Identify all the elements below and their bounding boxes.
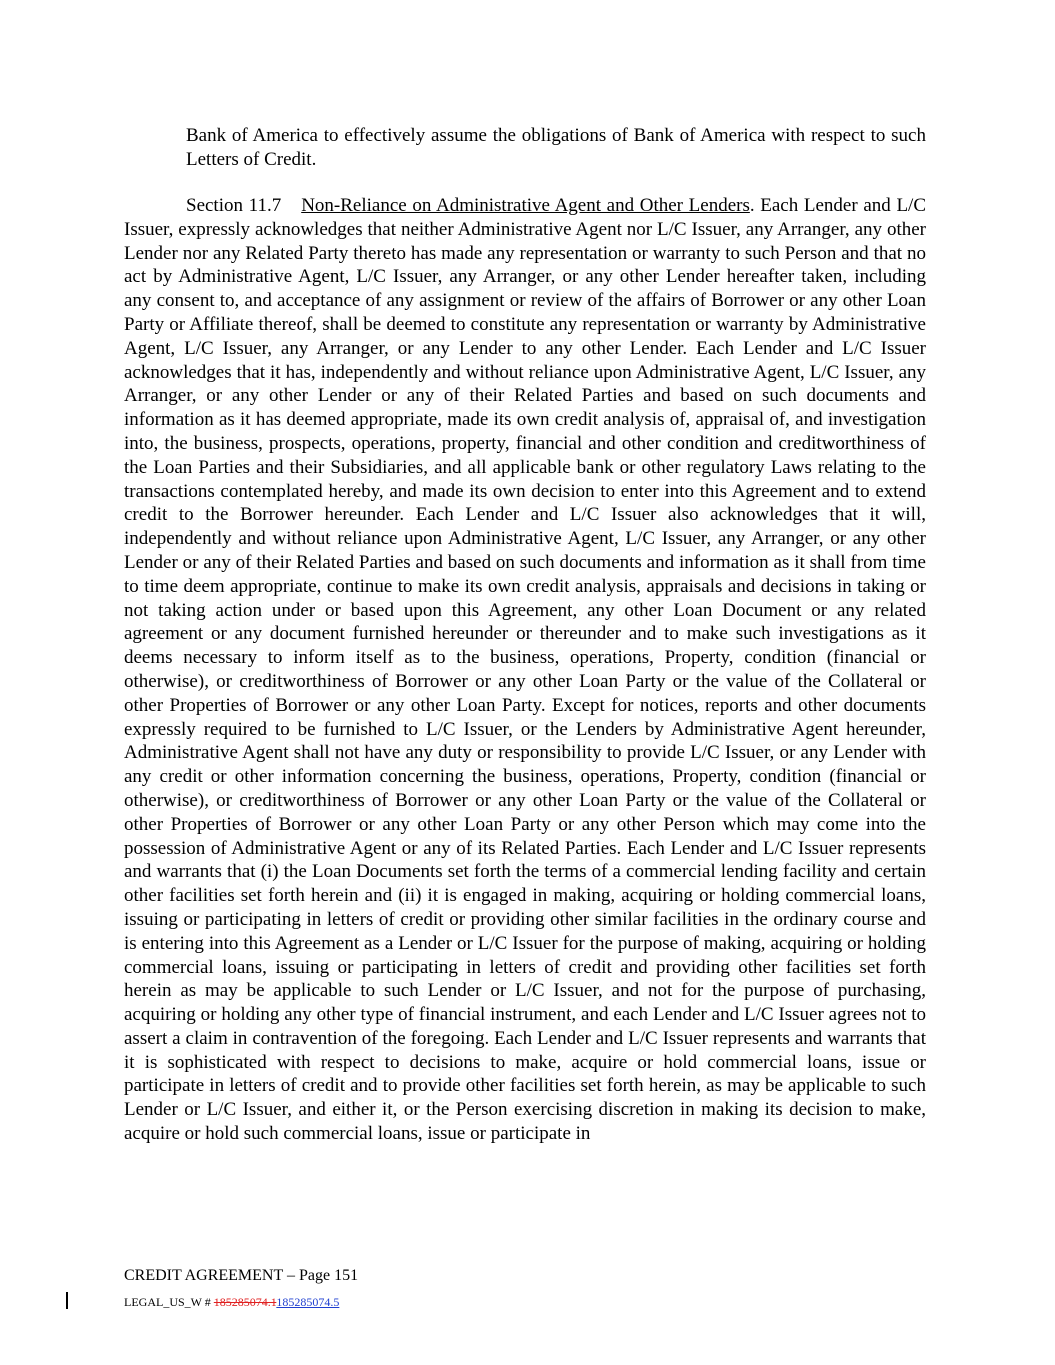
- footer-document-id: [124, 1294, 339, 1310]
- doc-id-prefix: LEGAL_US_W #: [124, 1295, 214, 1309]
- section-number: Section 11.7: [186, 195, 282, 216]
- footer-page-label: CREDIT AGREEMENT – Page 151: [124, 1267, 359, 1284]
- section-11-7-paragraph: [124, 194, 926, 1146]
- doc-id-inserted-revision: 185285074.5: [276, 1295, 340, 1309]
- section-title: Non-Reliance on Administrative Agent and Other Lenders: [301, 195, 750, 216]
- doc-id-deleted-revision: 185285074.1: [213, 1295, 277, 1309]
- continuation-paragraph: Bank of America to effectively assume the obligations of Bank of America with respect to such Letters of Credit.: [186, 125, 926, 170]
- section-body-text: . Each Lender and L/C Issuer, expressly acknowledges that neither Administrative Agent nor L/C Issuer, any Arranger, any other Lender nor any Related Party thereto has made any representation or warranty to such Person and that no act by Administrative Agent, L/C Issuer, any Arranger, or any other Lender hereafter taken, including any consent to, and acceptance of any assignment or review of the affairs of Borrower or any other Loan Party or Affiliate thereof, shall be deemed to constitute any representation or warranty by Administrative Agent, L/C Issuer, any Arranger, or any Lender to any other Lender. Each Lender and L/C Issuer acknowledges that it has, independently and without reliance upon Administrative Agent, L/C Issuer, any Arranger, or any other Lender or any of their Related Parties and based on such documents and information as it has deemed appropriate, made its own credit analysis of, appraisal of, and investigation into, the business, prospects, operations, property, financial and other condition and creditworthiness of the Loan Parties and their Subsidiaries, and all applicable bank or other regulatory Laws relating to the transactions contemplated hereby, and made its own decision to enter into this Agreement and to extend credit to the Borrower hereunder. Each Lender and L/C Issuer also acknowledges that it will, independently and without reliance upon Administrative Agent, L/C Issuer, any Arranger, or any other Lender or any of their Related Parties and based on such documents and information as it shall from time to time deem appropriate, continue to make its own credit analysis, appraisals and decisions in taking or not taking action under or based upon this Agreement, any other Loan Document or any related agreement or any document furnished hereunder or thereunder and to make such investigations as it deems necessary to inform itself as to the business, operations, Property, condition (financial or otherwise), or creditworthiness of Borrower or any other Loan Party or the value of the Collateral or other Properties of Borrower or any other Loan Party. Except for notices, reports and other documents expressly required to be furnished to L/C Issuer, or the Lenders by Administrative Agent hereunder, Administrative Agent shall not have any duty or responsibility to provide L/C Issuer, or any Lender with any credit or other information concerning the business, operations, Property, condition (financial or otherwise), or creditworthiness of Borrower or any other Loan Party or the value of the Collateral or other Properties of Borrower or any other Loan Party or any other Person which may come into the possession of Administrative Agent or any of its Related Parties. Each Lender and L/C Issuer represents and warrants that (i) the Loan Documents set forth the terms of a commercial lending facility and certain other facilities set forth herein and (ii) it is engaged in making, acquiring or holding commercial loans, issuing or participating in letters of credit or providing other similar facilities in the ordinary course and is entering into this Agreement as a Lender or L/C Issuer for the purpose of making, acquiring or holding commercial loans, issuing or participating in letters of credit and providing other facilities set forth herein as may be applicable to such Lender or L/C Issuer, and not for the purpose of purchasing, acquiring or holding any other type of financial instrument, and each Lender and L/C Issuer agrees not to assert a claim in contravention of the foregoing. Each Lender and L/C Issuer represents and warrants that it is sophisticated with respect to decisions to make, acquire or hold commercial loans, issue or participate in letters of credit and to provide other facilities set forth herein, as may be applicable to such Lender or L/C Issuer, and either it, or the Person exercising discretion in making its decision to make, acquire or hold such commercial loans, issue or participate in: [124, 195, 926, 1145]
- change-bar-marker: [66, 1292, 68, 1309]
